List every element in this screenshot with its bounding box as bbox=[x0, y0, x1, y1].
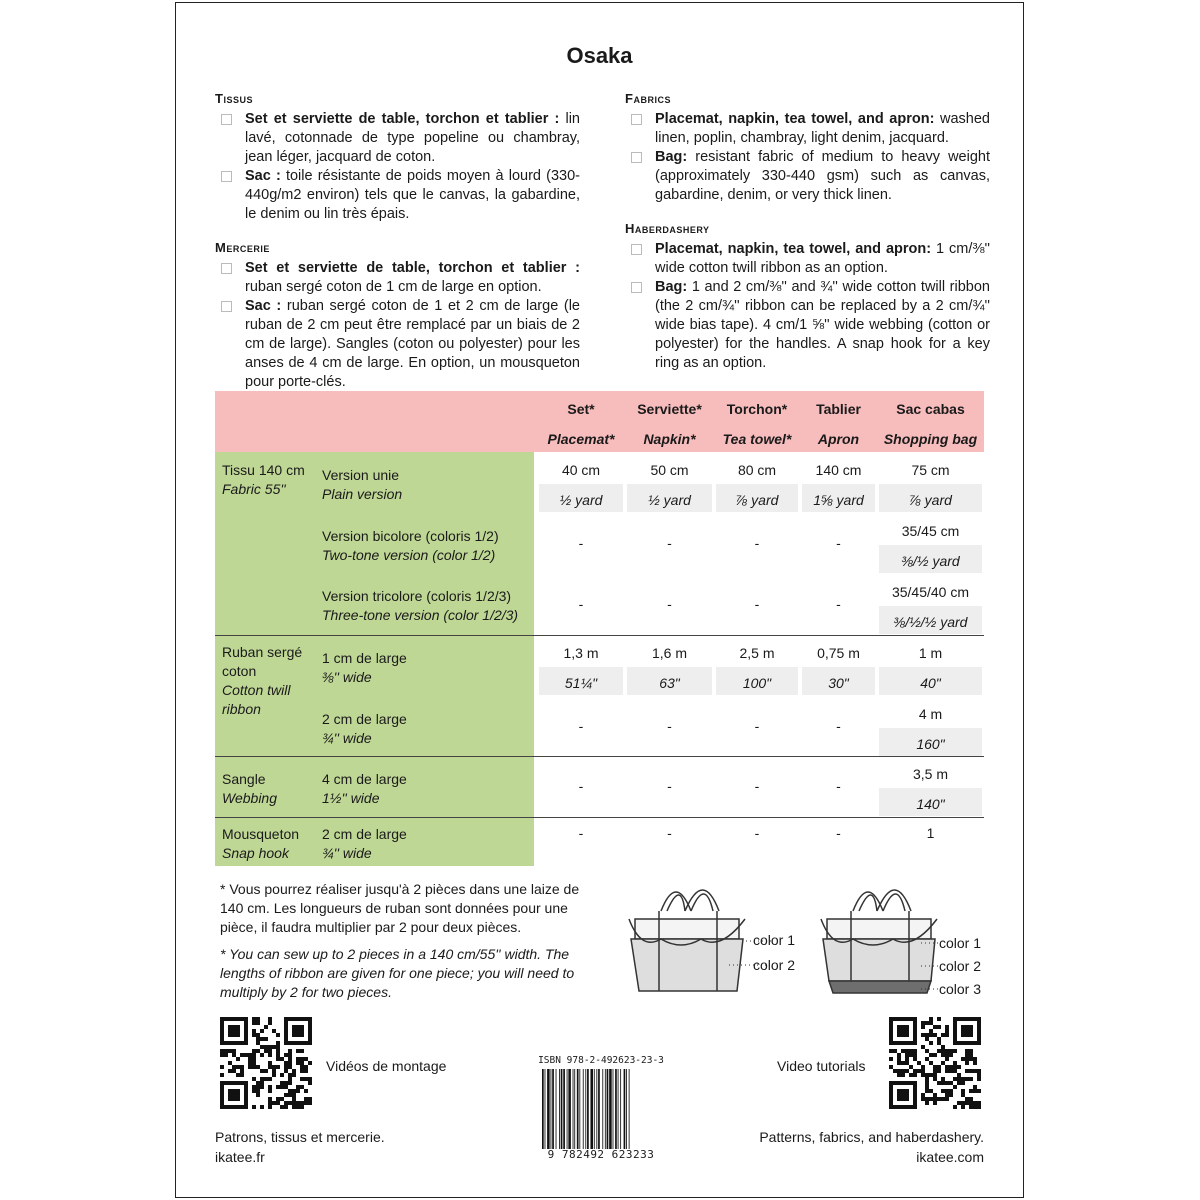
footnote-en: * You can sew up to 2 pieces in a 140 cm/55'' width. The lengths of ribbon are given for one piece; you will need to multiply by 2 for two pieces. bbox=[220, 946, 575, 1000]
bag-illustrations bbox=[621, 871, 1001, 1001]
list-item: Sac : toile résistante de poids moyen à lourd (330-440g/m2 environ) tels que le canvas, la gabardine, le denim ou lin très épais. bbox=[215, 167, 580, 224]
checkbox-icon bbox=[631, 152, 642, 163]
footer-right bbox=[759, 1127, 984, 1167]
list-item: Set et serviette de table, torchon et tablier : lin lavé, cotonnade de type popeline ou chambray, jean léger, jacquard de coton. bbox=[215, 110, 580, 167]
table-cell: - bbox=[754, 718, 760, 734]
table-cell: 1 bbox=[926, 825, 935, 841]
table-cell: - bbox=[836, 778, 841, 794]
table-cell: 80 cm bbox=[737, 462, 777, 478]
table-cell: - bbox=[836, 718, 841, 734]
table-cell: 35/45/40 cm bbox=[891, 584, 970, 600]
checkbox-icon bbox=[631, 282, 642, 293]
row-label: 4 cm de large 1½'' wide bbox=[322, 771, 407, 806]
table-cell: - bbox=[578, 825, 584, 841]
table-cell: 1 m bbox=[918, 645, 943, 661]
column-header: Tablier Apron bbox=[816, 401, 861, 447]
table-cell: - bbox=[836, 825, 841, 841]
table-cell: - bbox=[667, 718, 672, 734]
table-cell: 40" bbox=[920, 675, 941, 691]
color-label: color 1 bbox=[753, 932, 796, 948]
checkbox-icon bbox=[631, 244, 642, 255]
isbn-text: ISBN 978-2-492623-23-3 bbox=[538, 1055, 664, 1066]
list-item: Bag: 1 and 2 cm/⅜'' and ¾'' wide cotton twill ribbon (the 2 cm/¾'' ribbon can be replaced by a 2 cm/¾'' wide bias tape). 4 cm/1 ⅝'' wide webbing (cotton or polyester) for the handles. A snap hook for a key ring as an option. bbox=[625, 278, 990, 373]
tagline-fr: Patrons, tissus et mercerie. bbox=[215, 1129, 385, 1145]
row-label: 1 cm de large ⅜'' wide bbox=[322, 650, 407, 685]
table-cell: 0,75 m bbox=[817, 645, 860, 661]
qr-code-en[interactable] bbox=[889, 1017, 981, 1109]
table-cell: 3,5 m bbox=[912, 766, 948, 782]
two-tone-bag-drawing bbox=[629, 890, 745, 991]
qr-code-fr[interactable] bbox=[220, 1017, 312, 1109]
table-cell: 40 cm bbox=[561, 462, 601, 478]
english-requirements bbox=[625, 89, 990, 373]
table-cell: ½ yard bbox=[648, 492, 691, 508]
table-cell: 51¼" bbox=[564, 675, 598, 691]
group-divider bbox=[215, 635, 984, 636]
column-header: Sac cabas Shopping bag bbox=[883, 401, 978, 447]
table-cell: 140 cm bbox=[815, 462, 862, 478]
checkbox-icon bbox=[221, 263, 232, 274]
list-item: Bag: resistant fabric of medium to heavy weight (approximately 330-440 gsm) such as canvas, gabardine, denim, or very thick linen. bbox=[625, 148, 990, 205]
table-cell: 2,5 m bbox=[739, 645, 775, 661]
table-cell: 1,3 m bbox=[563, 645, 599, 661]
checkbox-icon bbox=[221, 114, 232, 125]
list-item: Placemat, napkin, tea towel, and apron: washed linen, poplin, chambray, light denim, jacquard. bbox=[625, 110, 990, 148]
table-cell: - bbox=[836, 596, 841, 612]
group-divider bbox=[215, 817, 984, 818]
pattern-back-cover bbox=[175, 2, 1024, 1198]
group-label-snap-hook: Mousqueton Snap hook bbox=[222, 826, 300, 861]
checkbox-icon bbox=[221, 301, 232, 312]
table-cell: - bbox=[667, 535, 672, 551]
table-cell: - bbox=[578, 596, 584, 612]
row-label: Version tricolore (coloris 1/2/3) Three-tone version (color 1/2/3) bbox=[322, 588, 519, 623]
website-en[interactable]: ikatee.com bbox=[916, 1149, 984, 1165]
section-title-fabrics-fr: Tissus bbox=[215, 91, 253, 106]
table-cell: - bbox=[667, 825, 672, 841]
color-label: color 2 bbox=[939, 958, 982, 974]
table-cell: - bbox=[754, 535, 760, 551]
table-cell: - bbox=[578, 718, 584, 734]
table-cell: - bbox=[754, 778, 760, 794]
list-item: Sac : ruban sergé coton de 1 et 2 cm de large (le ruban de 2 cm peut être remplacé par un biais de 2 cm de large). Sangles (coton ou polyester) pour les anses de 4 cm de large. En option, un mousqueton pour porte-clés. bbox=[215, 297, 580, 392]
table-cell: 63" bbox=[659, 675, 680, 691]
table-cell: ½ yard bbox=[559, 492, 603, 508]
page-title: Osaka bbox=[566, 43, 633, 68]
table-cell: ⅞ yard bbox=[909, 492, 952, 508]
section-title-haberdashery-fr: Mercerie bbox=[215, 240, 270, 255]
row-label: 2 cm de large ¾'' wide bbox=[322, 711, 407, 746]
french-requirements bbox=[215, 89, 580, 392]
tagline-en: Patterns, fabrics, and haberdashery. bbox=[759, 1129, 984, 1145]
checkbox-icon bbox=[631, 114, 642, 125]
row-label: Version bicolore (coloris 1/2) Two-tone version (color 1/2) bbox=[322, 528, 499, 563]
group-label-fabric: Tissu 140 cm Fabric 55'' bbox=[222, 462, 305, 497]
table-cell: ⅞ yard bbox=[735, 492, 779, 508]
row-label: Version unie Plain version bbox=[322, 467, 403, 502]
table-cell: 100" bbox=[742, 675, 772, 691]
table-cell: 4 m bbox=[918, 706, 943, 722]
table-cell: ⅜/½/½ yard bbox=[893, 614, 968, 630]
website-fr[interactable]: ikatee.fr bbox=[215, 1149, 265, 1165]
section-title-fabrics-en: Fabrics bbox=[625, 91, 671, 106]
list-item: Set et serviette de table, torchon et tablier : ruban sergé coton de 1 cm de large en option. bbox=[215, 259, 580, 297]
color-label: color 1 bbox=[939, 935, 982, 951]
column-header: Serviette* Napkin* bbox=[637, 401, 702, 447]
table-cell: 30" bbox=[828, 675, 849, 691]
video-tutorials-en: Video tutorials bbox=[777, 1058, 866, 1074]
table-cell: 160" bbox=[916, 736, 945, 752]
row-label: 2 cm de large ¾'' wide bbox=[322, 826, 407, 861]
column-header: Set* Placemat* bbox=[547, 401, 615, 447]
color-label: color 2 bbox=[753, 957, 796, 973]
color-label: color 3 bbox=[939, 981, 982, 997]
footnote-fr: * Vous pourrez réaliser jusqu'à 2 pièces dans une laize de 140 cm. Les longueurs de ruban sont données pour une pièce, il faudra multiplier par 2 pour deux pièces. bbox=[220, 881, 580, 935]
footer-left bbox=[215, 1127, 385, 1167]
table-cell: 75 cm bbox=[911, 462, 950, 478]
video-tutorials-fr: Vidéos de montage bbox=[326, 1058, 447, 1074]
checkbox-icon bbox=[221, 171, 232, 182]
barcode-number: 9 782492 623233 bbox=[547, 1148, 655, 1161]
column-header: Torchon* Tea towel* bbox=[722, 401, 792, 447]
table-cell: - bbox=[836, 535, 841, 551]
table-cell: - bbox=[578, 778, 584, 794]
group-divider bbox=[215, 756, 984, 757]
table-cell: 50 cm bbox=[650, 462, 689, 478]
table-cell: - bbox=[754, 596, 760, 612]
table-cell: - bbox=[667, 596, 672, 612]
table-cell: - bbox=[667, 778, 672, 794]
table-cell: - bbox=[754, 825, 760, 841]
group-label-webbing: Sangle Webbing bbox=[222, 771, 278, 806]
table-cell: 1,6 m bbox=[651, 645, 687, 661]
group-label-ribbon: Ruban sergé coton Cotton twill ribbon bbox=[222, 644, 303, 717]
section-title-haberdashery-en: Haberdashery bbox=[625, 221, 710, 236]
table-cell: 140" bbox=[916, 796, 945, 812]
list-item: Placemat, napkin, tea towel, and apron: 1 cm/⅜'' wide cotton twill ribbon as an option. bbox=[625, 240, 990, 278]
yardage-table bbox=[215, 391, 984, 866]
table-cell: 35/45 cm bbox=[901, 523, 960, 539]
table-cell: 1⅝ yard bbox=[813, 492, 864, 508]
three-tone-bag-drawing bbox=[821, 890, 937, 993]
table-cell: ⅜/½ yard bbox=[901, 553, 960, 569]
table-cell: - bbox=[578, 535, 584, 551]
